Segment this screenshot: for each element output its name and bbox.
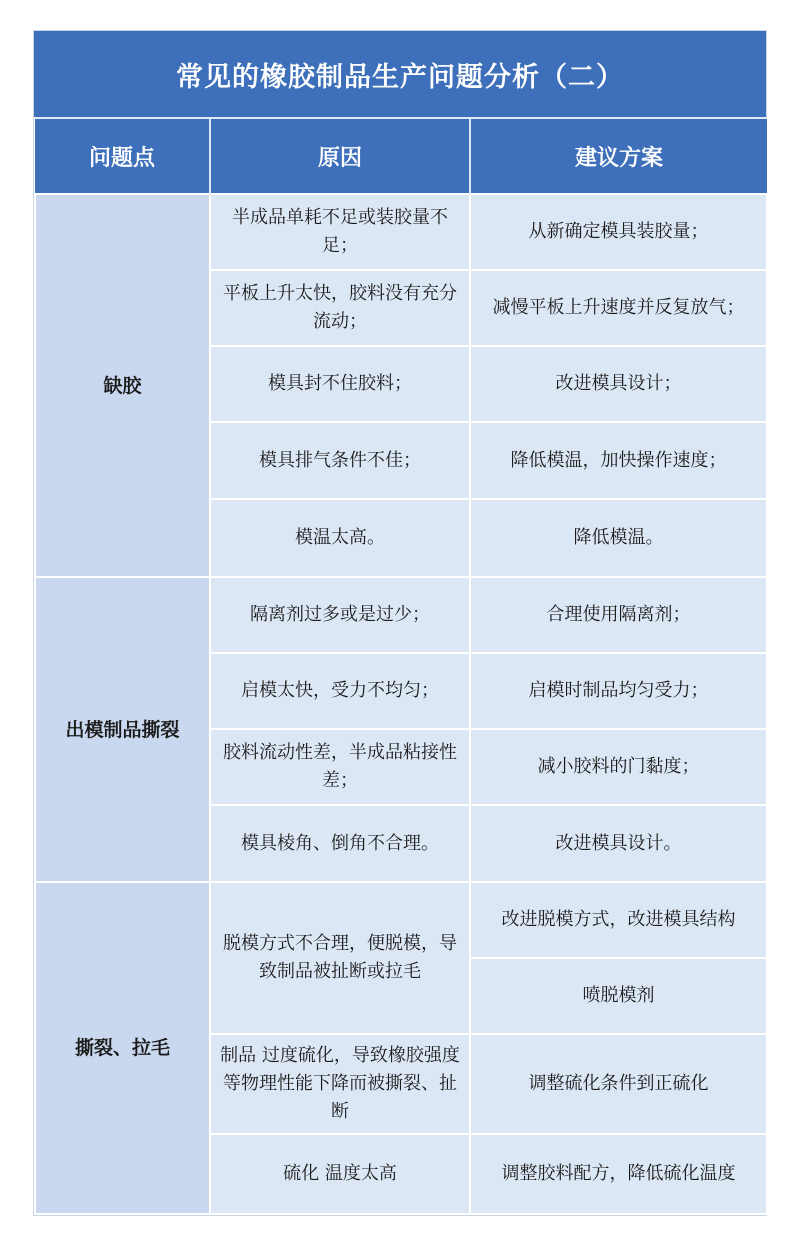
cause-cell: 平板上升太快，胶料没有充分流动； bbox=[210, 270, 470, 346]
table-row bbox=[35, 577, 767, 653]
cause-cell: 隔离剂过多或是过少； bbox=[210, 577, 470, 653]
solution-cell: 启模时制品均匀受力； bbox=[470, 653, 767, 729]
header-solution: 建议方案 bbox=[470, 118, 767, 194]
issue-cell: 撕裂、拉毛 bbox=[35, 882, 210, 1214]
cause-cell: 制品 过度硫化，导致橡胶强度等物理性能下降而被撕裂、扯断 bbox=[210, 1034, 470, 1134]
solution-cell: 调整硫化条件到正硫化 bbox=[470, 1034, 767, 1134]
cause-cell: 模具封不住胶料； bbox=[210, 346, 470, 422]
solution-cell: 从新确定模具装胶量； bbox=[470, 194, 767, 270]
solution-cell: 减慢平板上升速度并反复放气； bbox=[470, 270, 767, 346]
cause-cell: 脱模方式不合理，便脱模，导致制品被扯断或拉毛 bbox=[210, 882, 470, 1034]
page-title: 常见的橡胶制品生产问题分析（二） bbox=[34, 31, 766, 117]
header-issue: 问题点 bbox=[35, 118, 210, 194]
solution-cell: 调整胶料配方，降低硫化温度 bbox=[470, 1134, 767, 1214]
issue-cell: 出模制品撕裂 bbox=[35, 577, 210, 882]
cause-cell: 模具排气条件不佳； bbox=[210, 422, 470, 499]
solution-cell: 改进脱模方式，改进模具结构 bbox=[470, 882, 767, 958]
solution-cell: 减小胶料的门黏度； bbox=[470, 729, 767, 805]
cause-cell: 硫化 温度太高 bbox=[210, 1134, 470, 1214]
cause-cell: 胶料流动性差，半成品粘接性差； bbox=[210, 729, 470, 805]
cause-cell: 模具棱角、倒角不合理。 bbox=[210, 805, 470, 882]
analysis-table bbox=[34, 117, 768, 1215]
solution-cell: 改进模具设计。 bbox=[470, 805, 767, 882]
analysis-sheet bbox=[33, 30, 767, 1216]
header-row bbox=[35, 118, 767, 194]
issue-cell: 缺胶 bbox=[35, 194, 210, 577]
header-cause: 原因 bbox=[210, 118, 470, 194]
solution-cell: 改进模具设计； bbox=[470, 346, 767, 422]
solution-cell: 合理使用隔离剂； bbox=[470, 577, 767, 653]
table-row bbox=[35, 882, 767, 958]
cause-cell: 启模太快，受力不均匀； bbox=[210, 653, 470, 729]
solution-cell: 降低模温。 bbox=[470, 499, 767, 577]
cause-cell: 模温太高。 bbox=[210, 499, 470, 577]
solution-cell: 降低模温，加快操作速度； bbox=[470, 422, 767, 499]
table-row bbox=[35, 194, 767, 270]
cause-cell: 半成品单耗不足或装胶量不足； bbox=[210, 194, 470, 270]
solution-cell: 喷脱模剂 bbox=[470, 958, 767, 1034]
